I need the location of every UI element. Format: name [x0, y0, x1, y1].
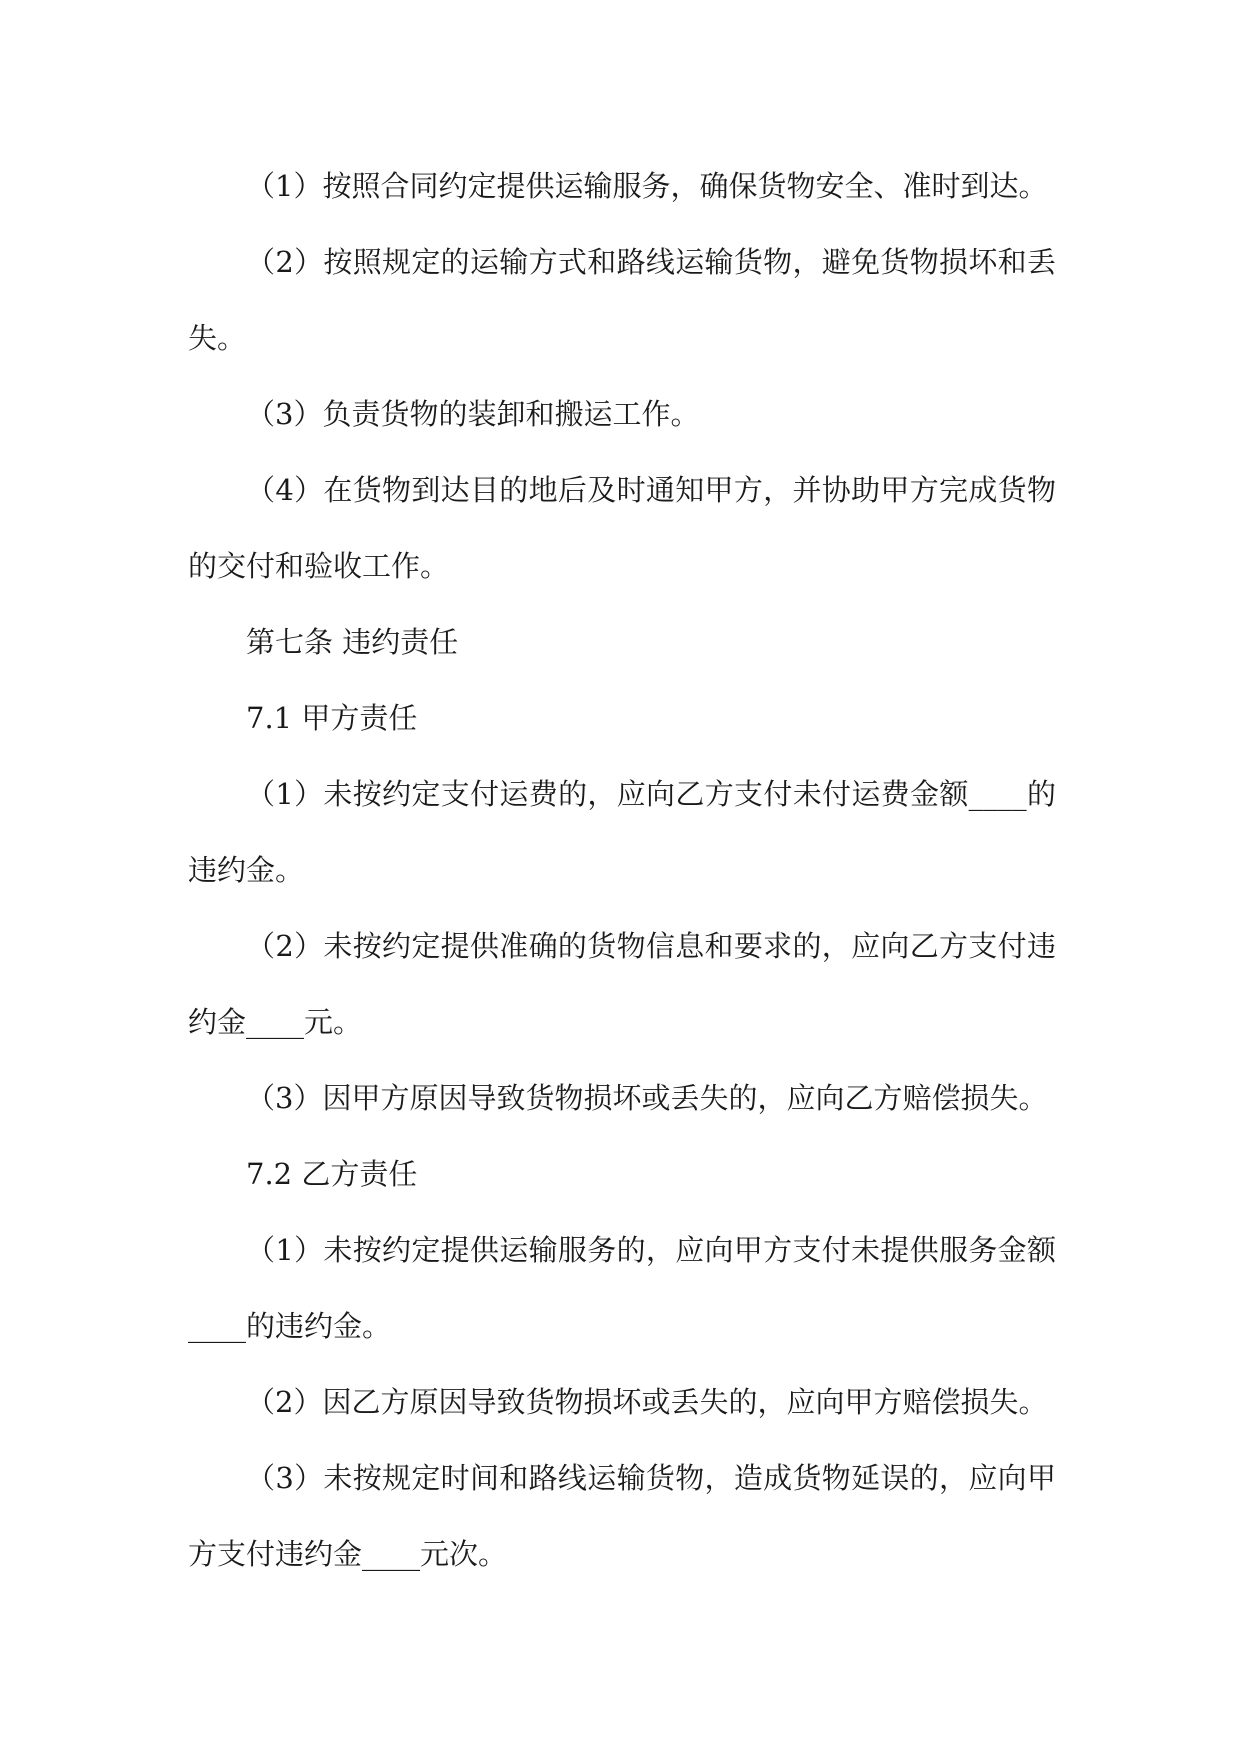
- paragraph-party-b-liability-2: （2）因乙方原因导致货物损坏或丢失的，应向甲方赔偿损失。: [246, 1385, 1048, 1419]
- document-body: [188, 148, 1056, 1592]
- paragraph-carrier-duty-3: （3）负责货物的装卸和搬运工作。: [246, 397, 700, 431]
- paragraph-carrier-duty-1: （1）按照合同约定提供运输服务，确保货物安全、准时到达。: [246, 169, 1048, 203]
- paragraph-carrier-duty-2: （2）按照规定的运输方式和路线运输货物，避免货物损坏和丢失。: [188, 245, 1056, 355]
- paragraph-party-a-liability-3: （3）因甲方原因导致货物损坏或丢失的，应向乙方赔偿损失。: [246, 1081, 1048, 1115]
- paragraph-party-b-liability-1: （1）未按约定提供运输服务的，应向甲方支付未提供服务金额____的违约金。: [188, 1233, 1056, 1343]
- paragraph-party-b-liability-3: （3）未按规定时间和路线运输货物，造成货物延误的，应向甲方支付违约金____元次。: [188, 1461, 1056, 1571]
- paragraph-carrier-duty-4: （4）在货物到达目的地后及时通知甲方，并协助甲方完成货物的交付和验收工作。: [188, 473, 1056, 583]
- section-heading-party-a-liability: 7.1 甲方责任: [246, 701, 418, 735]
- article-heading-breach-liability: 第七条 违约责任: [246, 625, 459, 659]
- paragraph-party-a-liability-1: （1）未按约定支付运费的，应向乙方支付未付运费金额____的违约金。: [188, 777, 1056, 887]
- section-heading-party-b-liability: 7.2 乙方责任: [246, 1157, 418, 1191]
- paragraph-party-a-liability-2: （2）未按约定提供准确的货物信息和要求的，应向乙方支付违约金____元。: [188, 929, 1056, 1039]
